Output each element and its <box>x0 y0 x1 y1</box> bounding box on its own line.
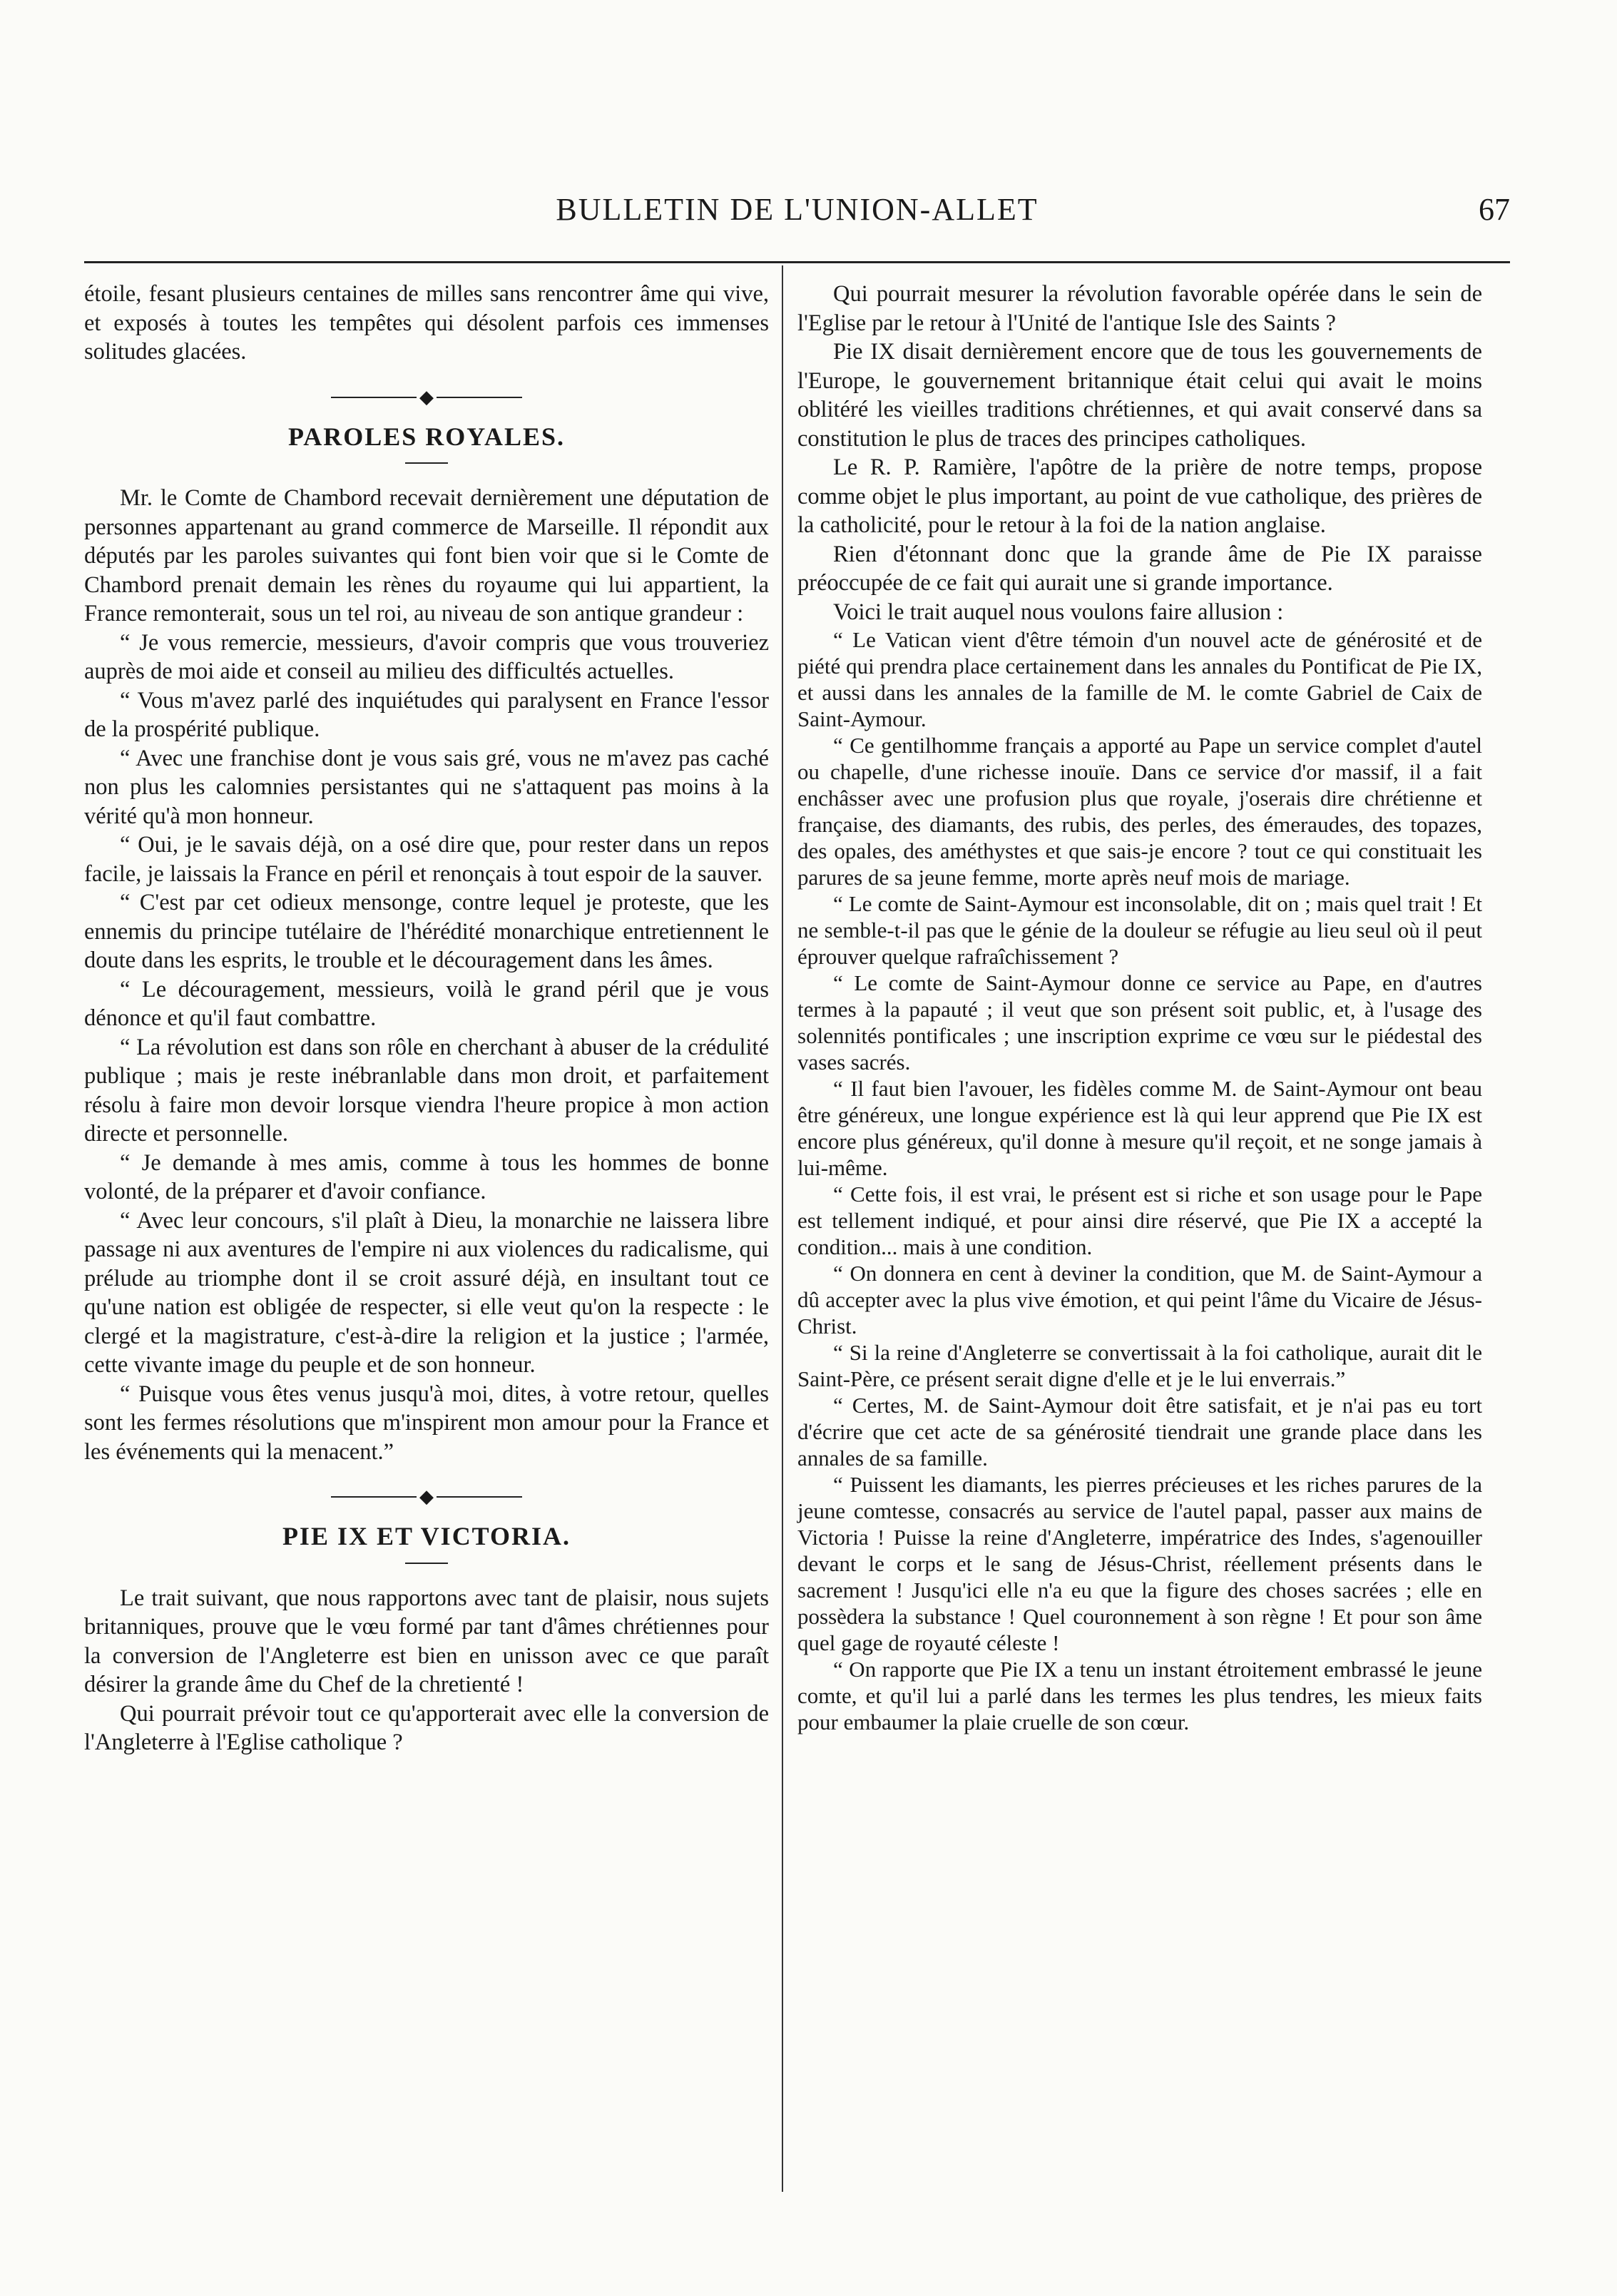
intro-paragraph: étoile, fesant plusieurs centaines de milles sans rencontrer âme qui vive, et exposés à toutes les tempêtes qui désolent parfois ces immenses solitudes glacées. <box>84 281 769 365</box>
page-header <box>84 191 1510 234</box>
column-divider <box>782 265 783 2192</box>
quote-paragraph: “ Le comte de Saint-Aymour donne ce service au Pape, en d'autres termes à la papauté ; il veut que son présent soit public, et, à l'usage des solennités pontificales ; une inscription exprime ce vœu sur le piédestal des vases sacrés. <box>797 970 1482 1075</box>
paragraph: “ Vous m'avez parlé des inquiétudes qui paralysent en France l'essor de la prospérité publique. <box>84 687 769 743</box>
paragraph: “ Oui, je le savais déjà, on a osé dire que, pour rester dans un repos facile, je laissais la France en péril et renonçais à tout espoir de la sauver. <box>84 832 769 887</box>
quote-paragraph: “ Cette fois, il est vrai, le présent est si riche et son usage pour le Pape est tellement indiqué, et pour ainsi dire réservé, que Pie IX a accepté la condition... mais à une condition. <box>797 1182 1482 1259</box>
section-ornament: ◆ <box>84 387 769 407</box>
paragraph: Le trait suivant, que nous rapportons avec tant de plaisir, nous sujets britanniques, prouve que le vœu formé par tant d'âmes chrétiennes pour la conversion de l'Angleterre est bien en unisson avec ce que paraît désirer la grande âme du Chef de la chretienté ! <box>84 1585 769 1698</box>
paragraph: “ C'est par cet odieux mensonge, contre lequel je proteste, que les ennemis du principe tutélaire de l'hérédité monarchique entretiennent le doute dans les esprits, le trouble et le découragement dans les âmes. <box>84 890 769 974</box>
paragraph: Qui pourrait prévoir tout ce qu'apporterait avec elle la conversion de l'Angleterre à l'Eglise catholique ? <box>84 1700 769 1756</box>
section-ornament: ◆ <box>84 1486 769 1506</box>
paragraph: Pie IX disait dernièrement encore que de tous les gouvernements de l'Europe, le gouvernement britannique était celui qui avait le moins oblitéré les vieilles traditions chrétiennes, et qui avait conservé dans sa constitution le plus de traces des principes catholiques. <box>797 339 1482 452</box>
paragraph: Rien d'étonnant donc que la grande âme de Pie IX paraisse préoccupée de ce fait qui aurait une si grande importance. <box>797 541 1482 596</box>
header-rule <box>84 261 1510 263</box>
section-title-paroles-royales: PAROLES ROYALES. <box>287 422 566 451</box>
quote-paragraph: “ On rapporte que Pie IX a tenu un instant étroitement embrassé le jeune comte, et qu'il lui a parlé dans les termes les plus tendres, les mieux faits pour embaumer la plaie cruelle de son cœur. <box>797 1657 1482 1734</box>
quote-paragraph: “ Si la reine d'Angleterre se convertissait à la foi catholique, aurait dit le Saint-Père, ce présent serait digne d'elle et je le lui enverrais.” <box>797 1340 1482 1391</box>
quote-paragraph: “ Ce gentilhomme français a apporté au Pape un service complet d'autel ou chapelle, d'une richesse inouïe. Dans ce service d'or massif, il a fait enchâsser avec une profusion plus que royale, j'oserais dire chrétienne et française, des diamants, des rubis, des perles, des émeraudes, des topazes, des opales, des améthystes et que sais-je encore ? tout ce qui constituait les parures de sa jeune femme, morte après neuf mois de mariage. <box>797 733 1482 890</box>
paragraph: “ Avec leur concours, s'il plaît à Dieu, la monarchie ne laissera libre passage ni aux aventures de l'empire ni aux violences du radicalisme, qui prélude au triomphe dont il se croit assuré déjà, en insultant tout ce qu'une nation est obligée de respecter, si elle veut qu'on la respecte : le clergé et la magistrature, c'est-à-dire la religion et la justice ; l'armée, cette vivante image du peuple et de son honneur. <box>84 1207 769 1378</box>
section-title-pie-ix-et-victoria: PIE IX ET VICTORIA. <box>282 1522 571 1551</box>
paragraph: Le R. P. Ramière, l'apôtre de la prière de notre temps, propose comme objet le plus important, au point de vue catholique, des prières de la catholicité, pour le retour à la foi de la nation anglaise. <box>797 454 1482 538</box>
quote-paragraph: “ On donnera en cent à deviner la condition, que M. de Saint-Aymour a dû accepter avec la plus vive émotion, et qui peint l'âme du Vicaire de Jésus-Christ. <box>797 1261 1482 1339</box>
quote-paragraph: “ Le comte de Saint-Aymour est inconsolable, dit on ; mais quel trait ! Et ne semble-t-il pas que le génie de la douleur se réfugie au lieu seul où il peut éprouver quelque rafraîchissement ? <box>797 891 1482 969</box>
quote-paragraph: “ Certes, M. de Saint-Aymour doit être satisfait, et je n'ai pas eu tort d'écrire que cet acte de sa générosité tiendrait une grande place dans les annales de sa famille. <box>797 1393 1482 1470</box>
quote-paragraph: “ Le Vatican vient d'être témoin d'un nouvel acte de générosité et de piété qui prendra place certainement dans les annales du Pontificat de Pie IX, et aussi dans les annales de la famille de M. le comte Gabriel de Caix de Saint-Aymour. <box>797 627 1482 731</box>
title-rule <box>405 1563 448 1564</box>
title-rule <box>405 462 448 464</box>
quote-paragraph: “ Puissent les diamants, les pierres précieuses et les riches parures de la jeune comtesse, consacrés au service de l'autel papal, passer aux mains de Victoria ! Puisse la reine d'Angleterre, impératrice des Indes, s'agenouiller devant le corps et le sang de Jésus-Christ, réellement présents dans le sacrement ! Jusqu'ici elle n'a eu que la figure des choses sacrées ; elle en possèdera la substance ! Quel couronnement à son règne ! Et pour son âme quel gage de royauté céleste ! <box>797 1472 1482 1655</box>
paragraph: “ Le découragement, messieurs, voilà le grand péril que je vous dénonce et qu'il faut combattre. <box>84 976 769 1032</box>
paragraph: Mr. le Comte de Chambord recevait dernièrement une députation de personnes appartenant au grand commerce de Marseille. Il répondit aux députés par les paroles suivantes qui font bien voir que si le Comte de Chambord prenait demain les rènes du royaume qui lui appartient, la France remonterait, sous un tel roi, au niveau de son antique grandeur : <box>84 485 769 627</box>
paragraph: “ Je demande à mes amis, comme à tous les hommes de bonne volonté, de la préparer et d'avoir confiance. <box>84 1149 769 1205</box>
page-number: 67 <box>1479 192 1510 227</box>
running-title: BULLETIN DE L'UNION-ALLET <box>556 192 1039 227</box>
quote-paragraph: “ Il faut bien l'avouer, les fidèles comme M. de Saint-Aymour ont beau être généreux, une longue expérience est là qui leur apprend que Pie IX est encore plus généreux, qu'il donne à mesure qu'il reçoit, et ne songe jamais à lui-même. <box>797 1076 1482 1180</box>
paragraph: “ Puisque vous êtes venus jusqu'à moi, dites, à votre retour, quelles sont les fermes résolutions que m'inspirent mon amour pour la France et les événements qui la menacent.” <box>84 1381 769 1465</box>
left-column <box>84 280 769 1757</box>
paragraph: Qui pourrait mesurer la révolution favorable opérée dans le sein de l'Eglise par le retour à l'Unité de l'antique Isle des Saints ? <box>797 281 1482 336</box>
right-column <box>797 280 1482 1735</box>
paragraph: Voici le trait auquel nous voulons faire allusion : <box>833 599 1284 625</box>
paragraph: “ Je vous remercie, messieurs, d'avoir compris que vous trouveriez auprès de moi aide et conseil au milieu des difficultés actuelles. <box>84 629 769 685</box>
paragraph: “ Avec une franchise dont je vous sais gré, vous ne m'avez pas caché non plus les calomnies persistantes qui ne s'attaquent pas moins à la vérité qu'à mon honneur. <box>84 745 769 829</box>
paragraph: “ La révolution est dans son rôle en cherchant à abuser de la crédulité publique ; mais je reste inébranlable dans mon droit, et parfaitement résolu à faire mon devoir lorsque viendra l'heure propice à mon action directe et personnelle. <box>84 1034 769 1147</box>
